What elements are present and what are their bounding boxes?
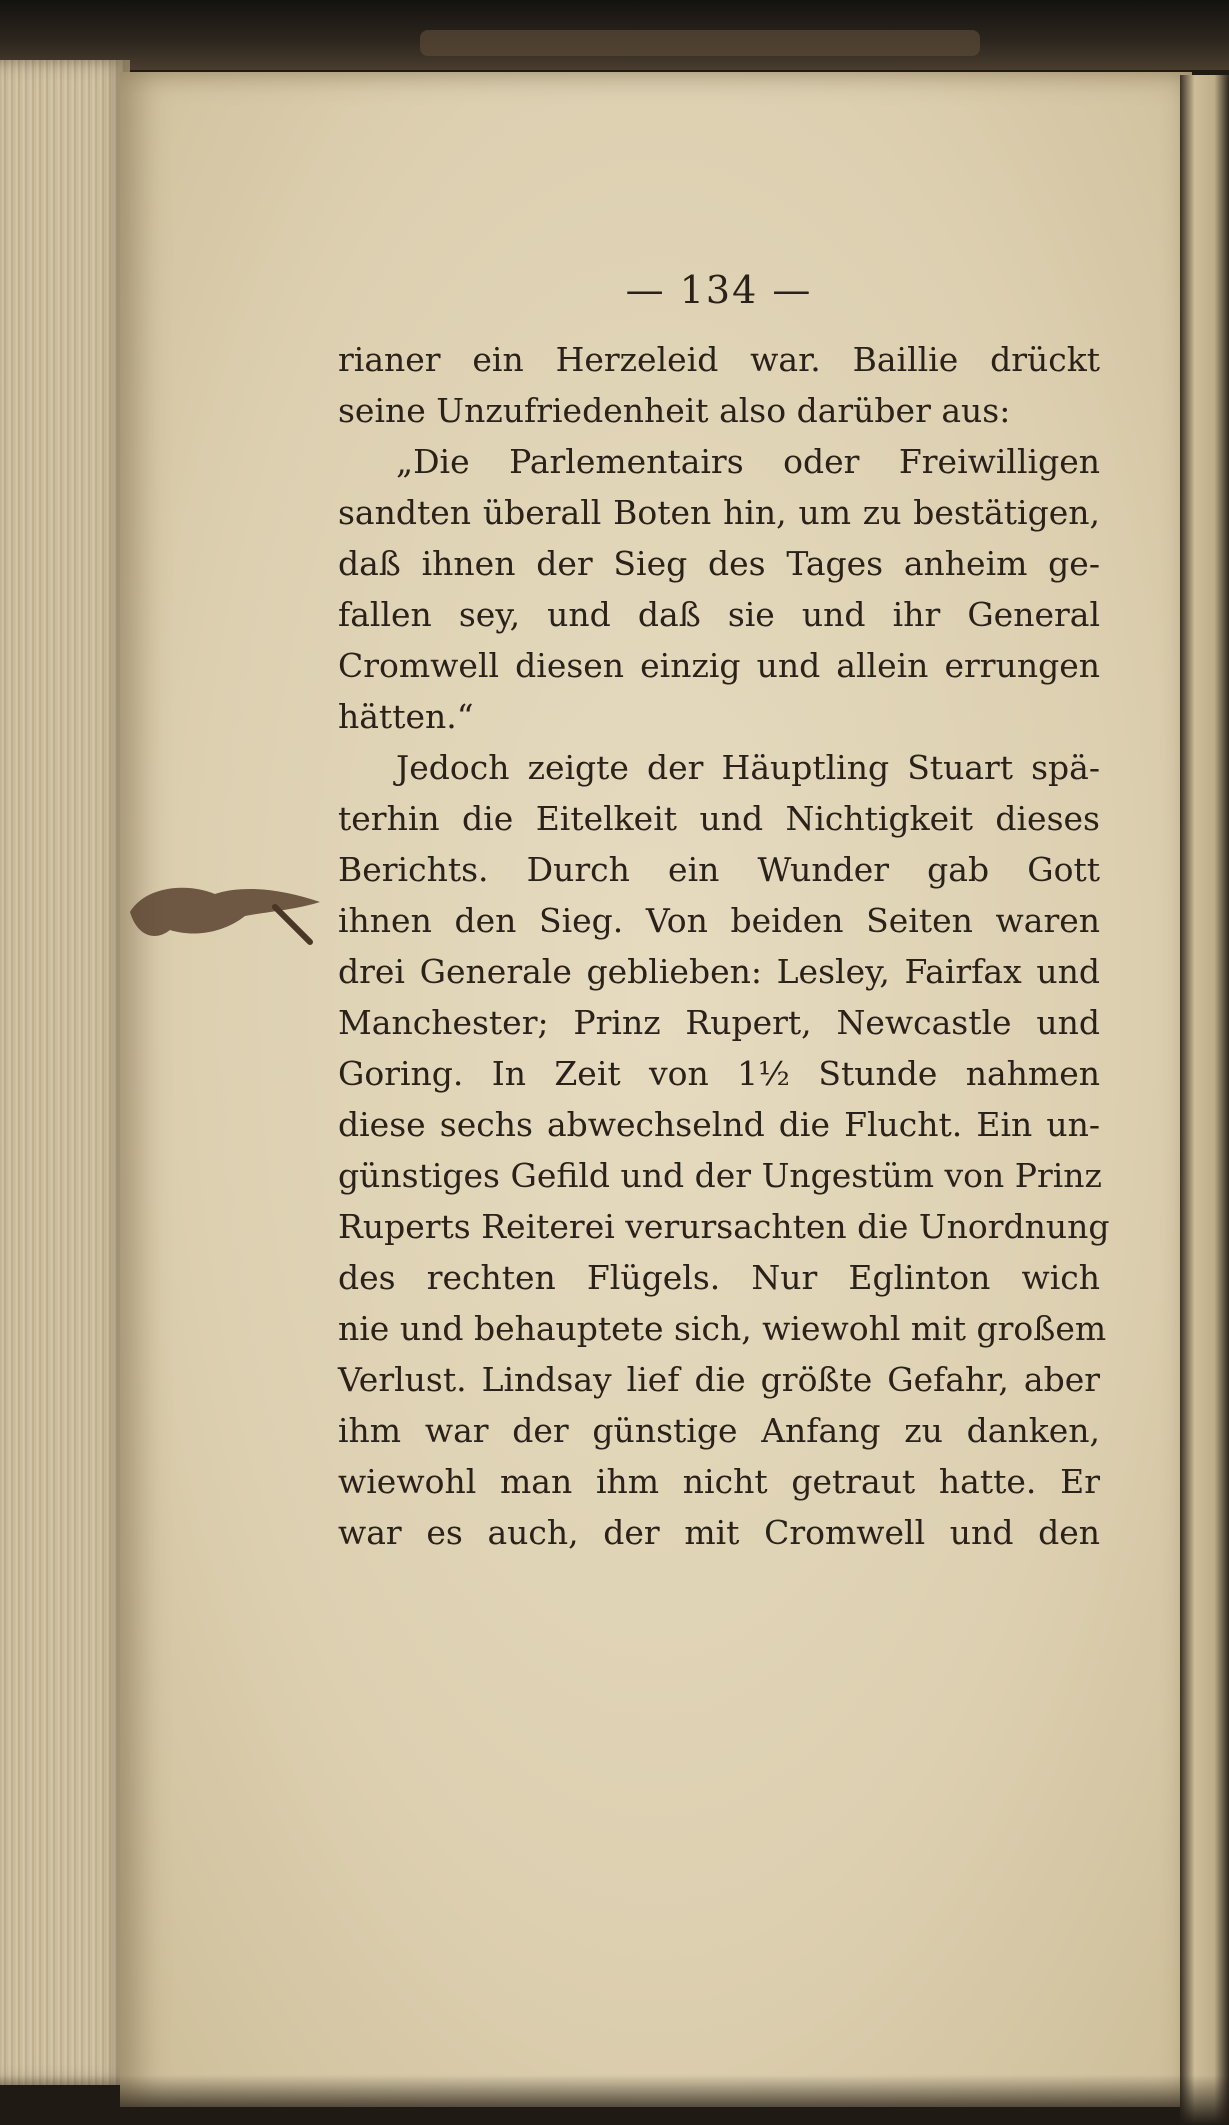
text-line: sandten überall Boten hin, um zu bestätigen, — [338, 493, 1100, 532]
ink-stain — [125, 872, 325, 952]
bottom-shadow — [0, 2075, 1229, 2125]
text-line: Cromwell diesen einzig und allein errungen — [338, 646, 1100, 685]
text-line: Manchester; Prinz Rupert, Newcastle und — [338, 1003, 1100, 1042]
text-line: terhin die Eitelkeit und Nichtigkeit dieses — [338, 799, 1100, 838]
text-line: Jedoch zeigte der Häuptling Stuart spä- — [396, 748, 1100, 787]
text-line: „Die Parlementairs oder Freiwilligen — [396, 442, 1100, 481]
text-line: Ruperts Reiterei verursachten die Unordnung — [338, 1207, 1110, 1246]
text-line: wiewohl man ihm nicht getraut hatte. Er — [338, 1462, 1100, 1501]
text-line: Verlust. Lindsay lief die größte Gefahr, aber — [338, 1360, 1100, 1399]
page-edge-right — [1180, 75, 1229, 2125]
text-line: fallen sey, und daß sie und ihr General — [338, 595, 1100, 634]
page-number: — 134 — — [625, 268, 813, 312]
book-binding-top — [0, 0, 1229, 70]
text-line: war es auch, der mit Cromwell und den — [338, 1513, 1100, 1552]
text-line: Berichts. Durch ein Wunder gab Gott — [338, 850, 1100, 889]
text-line: ihm war der günstige Anfang zu danken, — [338, 1411, 1100, 1450]
text-line: seine Unzufriedenheit also darüber aus: — [338, 391, 1011, 430]
text-line: daß ihnen der Sieg des Tages anheim ge- — [338, 544, 1100, 583]
text-line: günstiges Gefild und der Ungestüm von Prinz — [338, 1156, 1102, 1195]
text-line: des rechten Flügels. Nur Eglinton wich — [338, 1258, 1100, 1297]
text-line: diese sechs abwechselnd die Flucht. Ein un- — [338, 1105, 1100, 1144]
page-edges-left — [0, 60, 130, 2085]
text-line: Goring. In Zeit von 1½ Stunde nahmen — [338, 1054, 1100, 1093]
text-line: rianer ein Herzeleid war. Baillie drückt — [338, 340, 1100, 379]
text-line: drei Generale geblieben: Lesley, Fairfax und — [338, 952, 1100, 991]
text-line: hätten.“ — [338, 697, 474, 736]
text-line: ihnen den Sieg. Von beiden Seiten waren — [338, 901, 1100, 940]
text-line: nie und behauptete sich, wiewohl mit großem — [338, 1309, 1107, 1348]
